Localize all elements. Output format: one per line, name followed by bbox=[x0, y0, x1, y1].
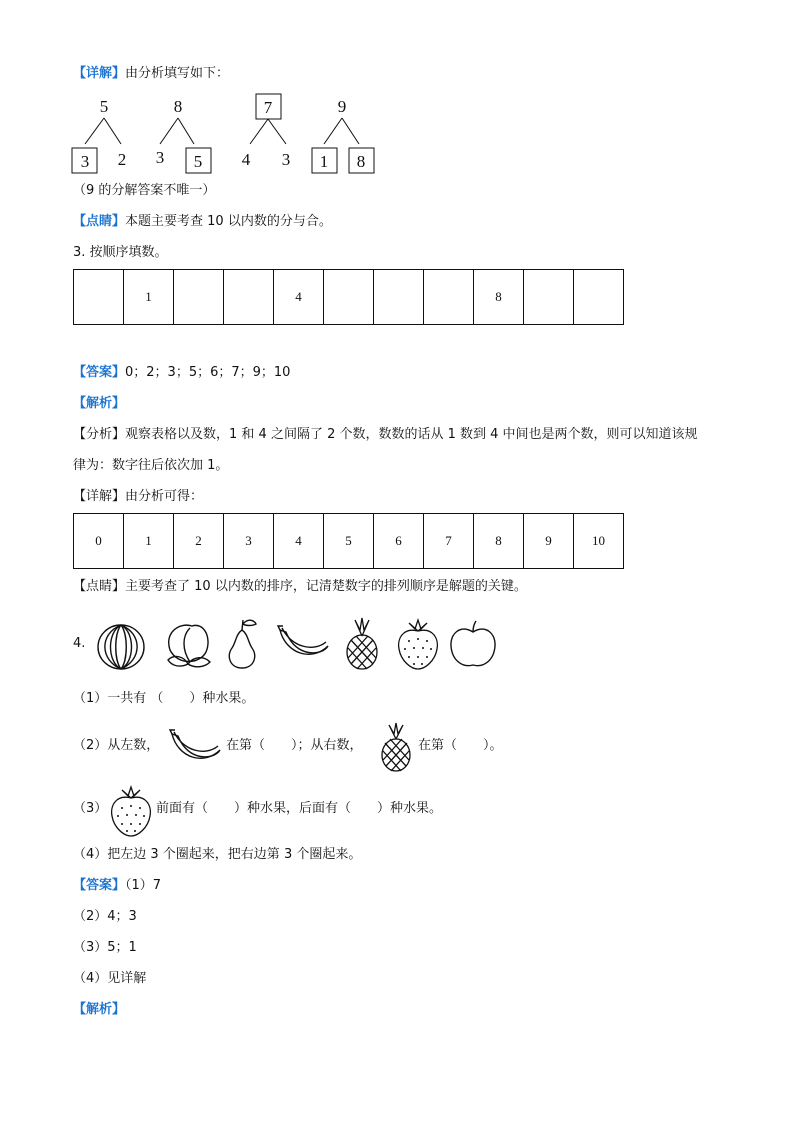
table-cell: 2 bbox=[174, 514, 224, 569]
table-cell: 0 bbox=[74, 514, 124, 569]
table-cell: 8 bbox=[474, 270, 524, 325]
banana-icon bbox=[168, 726, 222, 768]
answer-4-a4: （4）见详解 bbox=[73, 971, 147, 986]
decomp-top: 7 bbox=[263, 98, 273, 117]
analysis-tag: 【解析】 bbox=[73, 396, 126, 411]
answer-4-a1: （1）7 bbox=[125, 878, 162, 893]
q4-sub3-b: 前面有（ ）种水果，后面有（ ）种水果。 bbox=[156, 801, 443, 816]
point-3 bbox=[73, 578, 527, 596]
decomp-right: 3 bbox=[281, 150, 291, 169]
decomp-right: 5 bbox=[193, 152, 203, 171]
decomp-left: 4 bbox=[241, 150, 251, 169]
table-cell: 7 bbox=[424, 514, 474, 569]
banana-icon bbox=[276, 622, 332, 666]
detail-tag: 【详解】 bbox=[73, 489, 126, 504]
table-cell[interactable] bbox=[174, 270, 224, 325]
detail-intro-text: 由分析填写如下： bbox=[125, 66, 230, 81]
answer-4-a2: （2）4；3 bbox=[73, 909, 137, 924]
fenxi-3-line2: 律为：数字往后依次加 1。 bbox=[73, 458, 229, 473]
table-cell: 6 bbox=[374, 514, 424, 569]
answer-4-a3: （3）5；1 bbox=[73, 940, 137, 955]
q3-title: 3. 按顺序填数。 bbox=[73, 245, 168, 260]
pear-icon bbox=[222, 616, 264, 672]
decomp-left: 1 bbox=[319, 152, 329, 171]
answer-tag: 【答案】 bbox=[73, 365, 126, 380]
peach-icon bbox=[160, 620, 214, 672]
note-9: （9 的分解答案不唯一） bbox=[73, 183, 216, 198]
analysis-4 bbox=[73, 1001, 125, 1019]
table-cell: 10 bbox=[574, 514, 624, 569]
table-cell[interactable] bbox=[424, 270, 474, 325]
q4-sub2-b: 在第（ ）；从右数， bbox=[226, 738, 363, 753]
decomp-top: 5 bbox=[99, 97, 109, 116]
answer-4 bbox=[73, 877, 161, 895]
table-cell[interactable] bbox=[324, 270, 374, 325]
point-1 bbox=[73, 213, 332, 231]
q4-sub2-c: 在第（ ）。 bbox=[418, 738, 503, 753]
detail-intro bbox=[73, 65, 229, 83]
watermelon-icon bbox=[95, 620, 147, 672]
detail-3-text: 由分析可得： bbox=[125, 489, 204, 504]
table-cell: 1 bbox=[124, 514, 174, 569]
fenxi-tag: 【分析】 bbox=[73, 427, 126, 442]
decomp-left: 3 bbox=[80, 152, 90, 171]
decomp-left: 3 bbox=[155, 148, 165, 167]
q4-sub3-a: （3） bbox=[73, 801, 108, 816]
answer-3 bbox=[73, 364, 290, 382]
table-cell[interactable] bbox=[374, 270, 424, 325]
table-cell: 8 bbox=[474, 514, 524, 569]
strawberry-icon bbox=[395, 617, 441, 671]
fenxi-3-text: 观察表格以及数，1 和 4 之间隔了 2 个数，数数的话从 1 数到 4 中间也是两个数，则可以知道该规 bbox=[125, 427, 698, 442]
point-tag: 【点睛】 bbox=[73, 579, 126, 594]
point-3-text: 主要考查了 10 以内数的排序，记清楚数字的排列顺序是解题的关键。 bbox=[125, 579, 527, 594]
q4-sub1: （1）一共有 （ ）种水果。 bbox=[73, 691, 255, 706]
fenxi-3-line1 bbox=[73, 426, 698, 444]
strawberry-icon bbox=[108, 784, 154, 838]
decomposition-diagrams bbox=[60, 88, 390, 180]
point-1-text: 本题主要考查 10 以内数的分与合。 bbox=[125, 214, 332, 229]
table-cell: 9 bbox=[524, 514, 574, 569]
q4-number: 4. bbox=[73, 636, 86, 651]
analysis-3 bbox=[73, 395, 125, 413]
answer-3-text: 0；2；3；5；6；7；9；10 bbox=[125, 365, 291, 380]
decomp-top: 8 bbox=[173, 97, 183, 116]
table-cell[interactable] bbox=[524, 270, 574, 325]
table-cell: 5 bbox=[324, 514, 374, 569]
point-tag: 【点睛】 bbox=[73, 214, 126, 229]
q3-fill-table bbox=[73, 269, 624, 325]
table-cell[interactable] bbox=[574, 270, 624, 325]
table-cell: 4 bbox=[274, 514, 324, 569]
decomp-right: 8 bbox=[356, 152, 366, 171]
table-cell: 1 bbox=[124, 270, 174, 325]
table-cell[interactable] bbox=[74, 270, 124, 325]
pineapple-icon bbox=[343, 616, 381, 672]
detail-tag: 【详解】 bbox=[73, 66, 126, 81]
answer-tag: 【答案】 bbox=[73, 878, 126, 893]
detail-3 bbox=[73, 488, 203, 506]
pineapple-icon bbox=[378, 721, 414, 773]
analysis-tag: 【解析】 bbox=[73, 1002, 126, 1017]
table-cell: 4 bbox=[274, 270, 324, 325]
table-cell[interactable] bbox=[224, 270, 274, 325]
answer-table bbox=[73, 513, 624, 569]
decomp-top: 9 bbox=[337, 97, 347, 116]
decomp-right: 2 bbox=[117, 150, 127, 169]
q4-sub4: （4）把左边 3 个圈起来，把右边第 3 个圈起来。 bbox=[73, 847, 362, 862]
apple-icon bbox=[448, 618, 498, 670]
q4-sub2-a: （2）从左数， bbox=[73, 738, 160, 753]
table-cell: 3 bbox=[224, 514, 274, 569]
